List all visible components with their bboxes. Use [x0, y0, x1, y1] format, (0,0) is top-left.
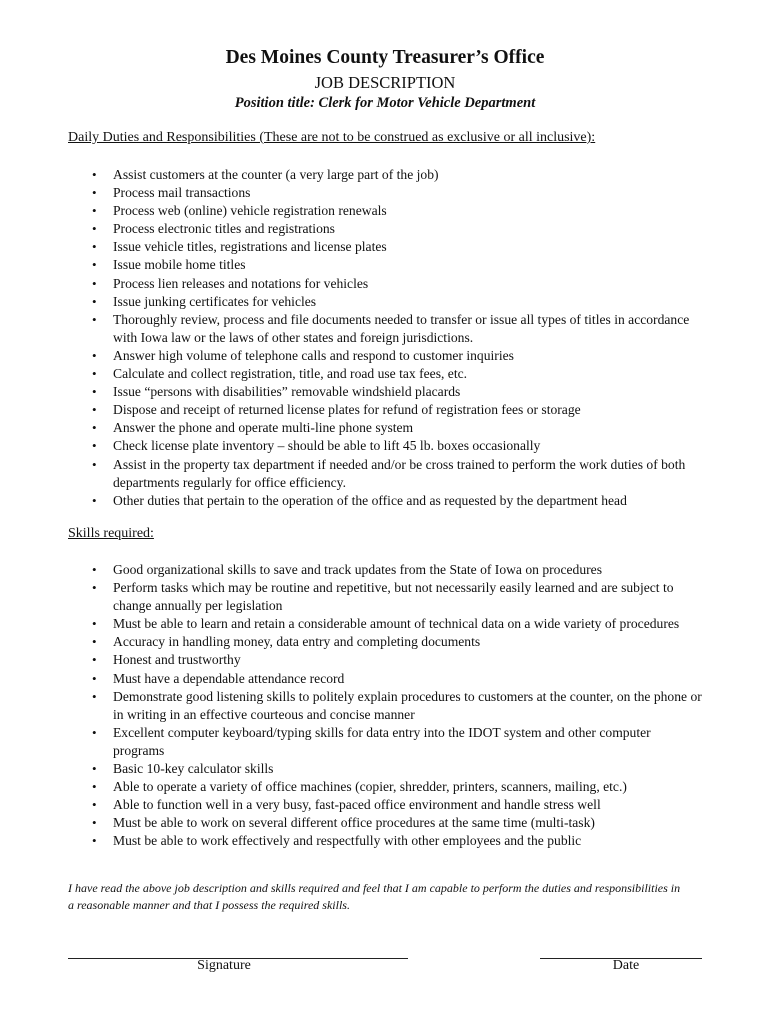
duty-item: • Dispose and receipt of returned license plates for refund of registration fees or storage	[92, 401, 702, 419]
duties-list	[92, 166, 702, 510]
skill-item: • Must be able to work effectively and respectfully with other employees and the public	[92, 832, 702, 850]
duty-item: • Check license plate inventory – should be able to lift 45 lb. boxes occasionally	[92, 437, 702, 455]
date-label: Date	[612, 958, 640, 973]
duty-item: • Issue junking certificates for vehicles	[92, 293, 702, 311]
skill-item: • Good organizational skills to save and track updates from the State of Iowa on procedures	[92, 561, 702, 579]
skill-item: • Basic 10-key calculator skills	[92, 760, 702, 778]
skill-item: • Must have a dependable attendance record	[92, 670, 702, 688]
duty-item: • Process electronic titles and registrations	[92, 220, 702, 238]
skill-item: • Able to operate a variety of office machines (copier, shredder, printers, scanners, mailing, etc.)	[92, 778, 702, 796]
duty-item: • Issue vehicle titles, registrations and license plates	[92, 238, 702, 256]
duty-item: • Answer high volume of telephone calls and respond to customer inquiries	[92, 347, 702, 365]
duty-item: • Process lien releases and notations for vehicles	[92, 275, 702, 293]
duty-item: • Answer the phone and operate multi-line phone system	[92, 419, 702, 437]
duty-item: • Assist customers at the counter (a very large part of the job)	[92, 166, 702, 184]
skill-item: • Honest and trustworthy	[92, 651, 702, 669]
skill-item: • Accuracy in handling money, data entry and completing documents	[92, 633, 702, 651]
skills-heading: Skills required:	[68, 526, 154, 541]
skill-item: • Demonstrate good listening skills to politely explain procedures to customers at the counter, on the phone or in writing in an effective courteous and concise manner	[92, 688, 702, 724]
duty-item: • Process mail transactions	[92, 184, 702, 202]
duty-item: • Assist in the property tax department if needed and/or be cross trained to perform the work duties of both departments regularly for office efficiency.	[92, 456, 702, 492]
duty-item: • Process web (online) vehicle registration renewals	[92, 202, 702, 220]
document-title: Des Moines County Treasurer’s Office	[225, 47, 545, 68]
document-subtitle: JOB DESCRIPTION	[314, 73, 456, 92]
duties-heading: Daily Duties and Responsibilities (These are not to be construed as exclusive or all inclusive):	[68, 130, 596, 145]
skill-item: • Must be able to work on several different office procedures at the same time (multi-task)	[92, 814, 702, 832]
skill-item: • Perform tasks which may be routine and repetitive, but not necessarily easily learned and are subject to change annually per legislation	[92, 579, 702, 615]
duty-item: • Other duties that pertain to the operation of the office and as requested by the department head	[92, 492, 702, 510]
attestation-statement: I have read the above job description and skills required and feel that I am capable to perform the duties and responsibilities in a reasonable manner and that I possess the required skills.	[68, 881, 681, 912]
skill-item: • Able to function well in a very busy, fast-paced office environment and handle stress well	[92, 796, 702, 814]
skill-item: • Must be able to learn and retain a considerable amount of technical data on a wide variety of procedures	[92, 615, 702, 633]
duty-item: • Issue mobile home titles	[92, 256, 702, 274]
duty-item: • Thoroughly review, process and file documents needed to transfer or issue all types of titles in accordance with Iowa law or the laws of other states and foreign jurisdictions.	[92, 311, 702, 347]
position-title: Position title: Clerk for Motor Vehicle Department	[234, 95, 536, 111]
signature-label: Signature	[197, 958, 251, 973]
duty-item: • Issue “persons with disabilities” removable windshield placards	[92, 383, 702, 401]
skill-item: • Excellent computer keyboard/typing skills for data entry into the IDOT system and other computer programs	[92, 724, 702, 760]
skills-list	[92, 561, 702, 851]
duty-item: • Calculate and collect registration, title, and road use tax fees, etc.	[92, 365, 702, 383]
